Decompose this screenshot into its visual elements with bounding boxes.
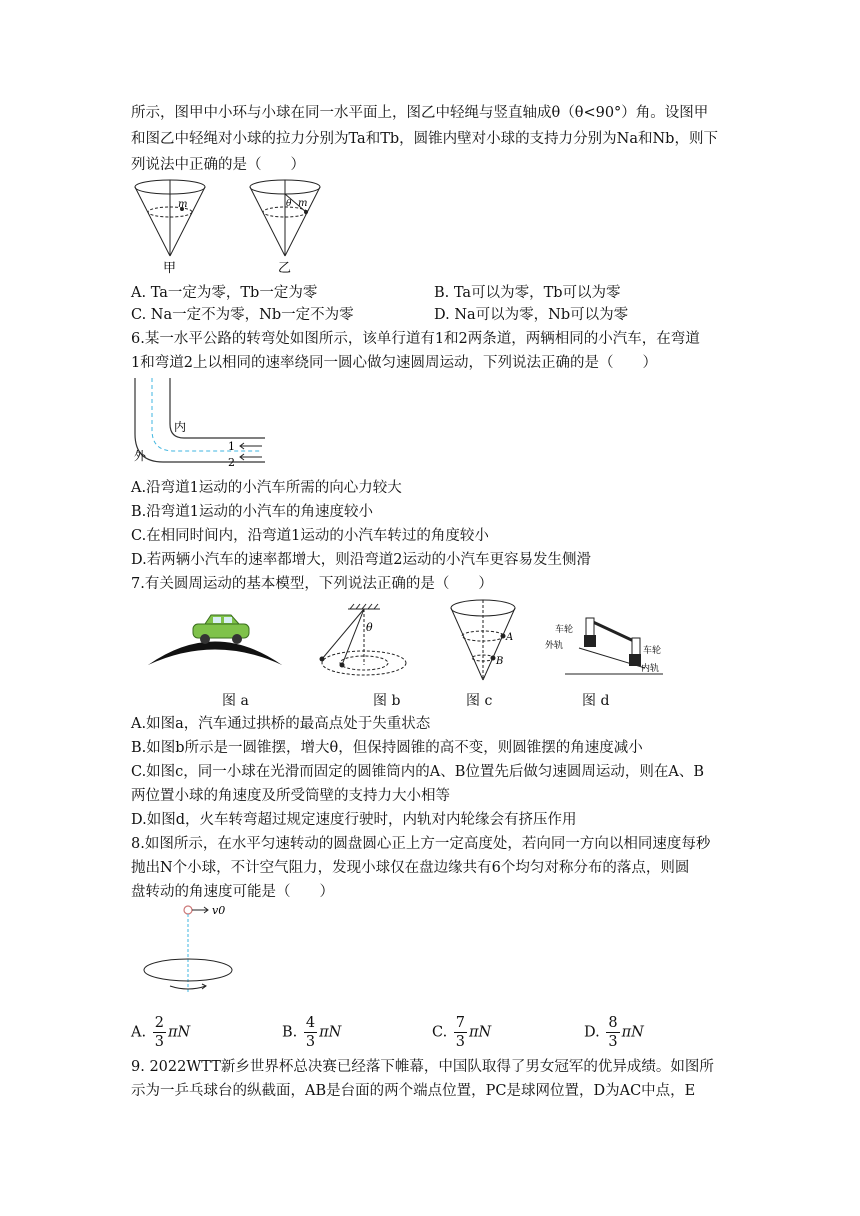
q8-v0-label: v0	[212, 904, 226, 917]
q7-caption-d: 图 d	[582, 693, 610, 709]
q5-stem-line-1: 所示，图甲中小环与小球在同一水平面上，图乙中轻绳与竖直轴成θ（θ<90°）角。设图甲	[131, 105, 709, 121]
q8-stem-line-2: 抛出N个小球，不计空气阻力，发现小球仅在盘边缘共有6个均匀对称分布的落点，则圆	[131, 860, 690, 876]
q8-option-a-tail: πN	[167, 1024, 191, 1041]
q5-theta-label: θ	[286, 199, 292, 209]
q8-option-c-denominator: 3	[455, 1034, 466, 1050]
q6-lane-2-label: 2	[228, 456, 235, 469]
q6-road-figure	[130, 376, 270, 472]
q7-d-wheel-left-label: 车轮	[555, 625, 574, 635]
q7-d-wheel-right-label: 车轮	[643, 646, 662, 656]
q6-option-d: D.若两辆小汽车的速率都增大，则沿弯道2运动的小汽车更容易发生侧滑	[131, 552, 591, 568]
q5-option-b: B. Ta可以为零，Tb可以为零	[434, 285, 621, 301]
q8-option-b-denominator: 3	[305, 1034, 316, 1050]
q7-caption-b: 图 b	[373, 693, 401, 709]
q8-option-c-numerator: 7	[455, 1015, 466, 1031]
q7-option-c-line-2: 两位置小球的角速度及所受筒壁的支持力大小相等	[131, 788, 450, 804]
q8-option-a	[131, 1014, 190, 1051]
q7-d-outer-rail-label: 外轨	[545, 641, 564, 651]
q7-figure-c-cone-tube	[448, 598, 523, 684]
q8-option-d	[584, 1014, 644, 1051]
q8-option-b-tail: πN	[319, 1024, 342, 1041]
q8-option-d-letter: D.	[584, 1024, 600, 1041]
q8-option-b-fraction	[304, 1014, 317, 1051]
q5-stem-line-2: 和图乙中轻绳对小球的拉力分别为Ta和Tb，圆锥内壁对小球的支持力分别为Na和Nb，则下	[131, 131, 718, 147]
q7-option-d: D.如图d，火车转弯超过规定速度行驶时，内轨对内轮缘会有挤压作用	[131, 812, 577, 828]
q7-figure-a-car-bridge	[145, 598, 285, 668]
q5-mass-label-b: m	[298, 198, 308, 209]
q7-b-theta-label: θ	[366, 621, 373, 634]
q5-option-a: A. Ta一定为零，Tb一定为零	[131, 285, 318, 301]
q9-stem-line-1: 9. 2022WTT新乡世界杯总决赛已经落下帷幕，中国队取得了男女冠军的优异成绩。如图所	[131, 1059, 714, 1075]
q8-option-c-tail: πN	[469, 1024, 492, 1041]
q5-option-d: D. Na可以为零，Nb可以为零	[434, 307, 629, 323]
q7-caption-c: 图 c	[466, 693, 493, 709]
q7-stem: 7.有关圆周运动的基本模型，下列说法正确的是（ ）	[131, 576, 493, 592]
q8-option-d-denominator: 3	[608, 1034, 618, 1050]
q8-option-c-fraction	[454, 1014, 467, 1051]
q8-disc-figure	[140, 900, 260, 1000]
q6-outer-label: 外	[134, 449, 147, 463]
q5-caption-jia: 甲	[163, 261, 177, 276]
q6-option-c: C.在相同时间内，沿弯道1运动的小汽车转过的角度较小	[131, 528, 489, 544]
q7-figure-d-train-rail	[543, 608, 665, 678]
q5-option-c: C. Na一定不为零，Nb一定不为零	[131, 307, 354, 323]
q8-stem-line-1: 8.如图所示，在水平匀速转动的圆盘圆心正上方一定高度处，若向同一方向以相同速度每秒	[131, 836, 711, 852]
q7-option-c-line-1: C.如图c，同一小球在光滑而固定的圆锥筒内的A、B位置先后做匀速圆周运动，则在A、B	[131, 764, 705, 780]
q8-option-d-fraction	[606, 1014, 619, 1051]
q7-figure-b-conical-pendulum	[310, 603, 430, 683]
q7-option-b: B.如图b所示是一圆锥摆，增大θ，但保持圆锥的高不变，则圆锥摆的角速度减小	[131, 740, 643, 756]
q5-caption-yi: 乙	[278, 261, 292, 276]
q8-option-d-tail: πN	[621, 1024, 644, 1041]
q8-option-c	[432, 1014, 491, 1051]
q7-c-label-a: A	[506, 632, 514, 643]
q8-option-d-numerator: 8	[608, 1015, 618, 1031]
q8-option-b-letter: B.	[282, 1024, 298, 1041]
q7-d-inner-rail-label: 内轨	[641, 664, 660, 674]
q6-inner-label: 内	[174, 420, 187, 434]
q8-option-a-fraction	[153, 1014, 166, 1051]
q8-stem-line-3: 盘转动的角速度可能是（ ）	[131, 884, 334, 900]
q9-stem-line-2: 示为一乒乓球台的纵截面，AB是台面的两个端点位置，PC是球网位置，D为AC中点，E	[131, 1083, 696, 1099]
q8-option-b	[282, 1014, 341, 1051]
q8-option-a-denominator: 3	[154, 1034, 164, 1050]
q5-mass-label-a: m	[178, 199, 188, 210]
q6-lane-1-label: 1	[228, 440, 235, 453]
q8-option-a-numerator: 2	[154, 1015, 164, 1031]
q6-stem-line-2: 1和弯道2上以相同的速率绕同一圆心做匀速圆周运动，下列说法正确的是（ ）	[131, 355, 657, 371]
q8-option-c-letter: C.	[432, 1024, 448, 1041]
q7-c-label-b: B	[496, 656, 504, 667]
q7-caption-a: 图 a	[222, 693, 249, 709]
q8-option-a-letter: A.	[131, 1024, 147, 1041]
q8-option-b-numerator: 4	[305, 1015, 316, 1031]
q7-option-a: A.如图a，汽车通过拱桥的最高点处于失重状态	[131, 716, 431, 732]
q6-option-b: B.沿弯道1运动的小汽车的角速度较小	[131, 504, 373, 520]
q5-stem-line-3: 列说法中正确的是（ ）	[131, 157, 305, 173]
q5-cone-figure	[130, 176, 330, 276]
q6-option-a: A.沿弯道1运动的小汽车所需的向心力较大	[131, 480, 402, 496]
q6-stem-line-1: 6.某一水平公路的转弯处如图所示，该单行道有1和2两条道，两辆相同的小汽车，在弯道	[131, 331, 700, 347]
